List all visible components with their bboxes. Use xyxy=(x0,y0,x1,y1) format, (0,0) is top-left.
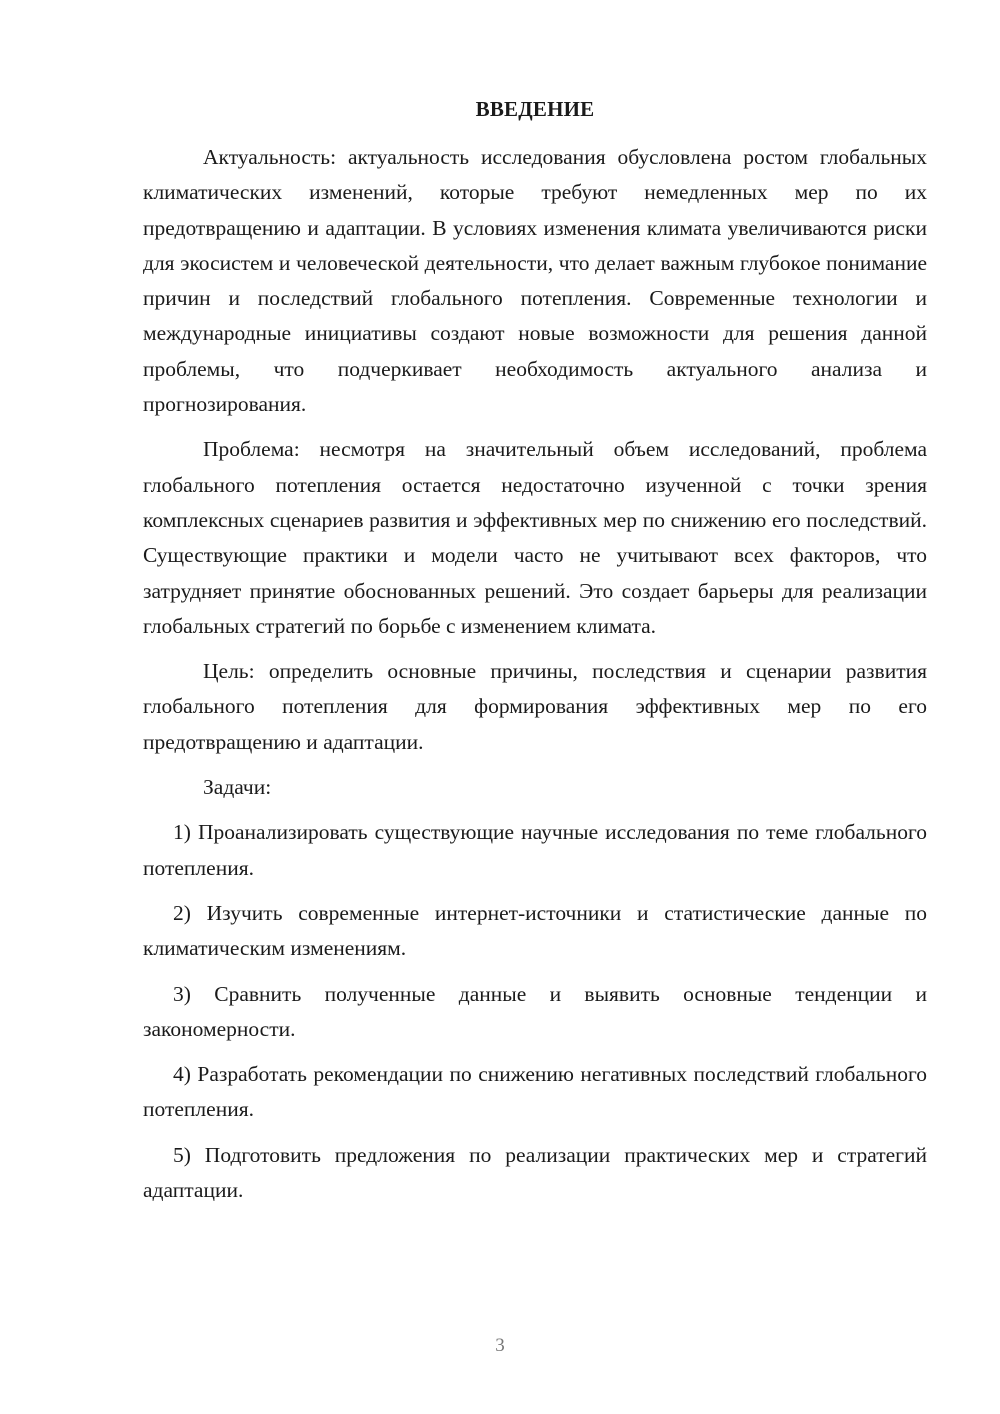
paragraph-goal: Цель: определить основные причины, последствия и сценарии развития глобального потепления для формирования эффективных мер по его предотвращению и адаптации. xyxy=(143,659,927,754)
tasks-label: Задачи: xyxy=(203,775,272,800)
paragraph-relevance: Актуальность: актуальность исследования обусловлена ростом глобальных климатических изменений, которые требуют немедленных мер по их предотвращению и адаптации. В условиях изменения климата увеличиваются риски для экосистем и человеческой деятельности, что делает важным глубокое понимание причин и последствий глобального потепления. Современные технологии и международные инициативы создают новые возможности для решения данной проблемы, что подчеркивает необходимость актуального анализа и прогнозирования. xyxy=(143,145,927,417)
task-item-2: 2) Изучить современные интернет-источники и статистические данные по климатическим изменениям. xyxy=(143,900,927,961)
task-item-4: 4) Разработать рекомендации по снижению негативных последствий глобального потепления. xyxy=(143,1062,927,1122)
document-page xyxy=(143,92,927,1218)
task-item-5: 5) Подготовить предложения по реализации практических мер и стратегий адаптации. xyxy=(143,1142,927,1203)
page-number: 3 xyxy=(495,1335,505,1356)
task-item-3: 3) Сравнить полученные данные и выявить основные тенденции и закономерности. xyxy=(143,981,927,1041)
task-item-1: 1) Проанализировать существующие научные исследования по теме глобального потепления. xyxy=(143,820,927,880)
section-title: ВВЕДЕНИЕ xyxy=(475,97,595,121)
paragraph-problem: Проблема: несмотря на значительный объем исследований, проблема глобального потепления остается недостаточно изученной с точки зрения комплексных сценариев развития и эффективных мер по снижению его последствий. Существующие практики и модели часто не учитывают всех факторов, что затрудняет принятие обоснованных решений. Это создает барьеры для реализации глобальных стратегий по борьбе с изменением климата. xyxy=(143,437,927,638)
